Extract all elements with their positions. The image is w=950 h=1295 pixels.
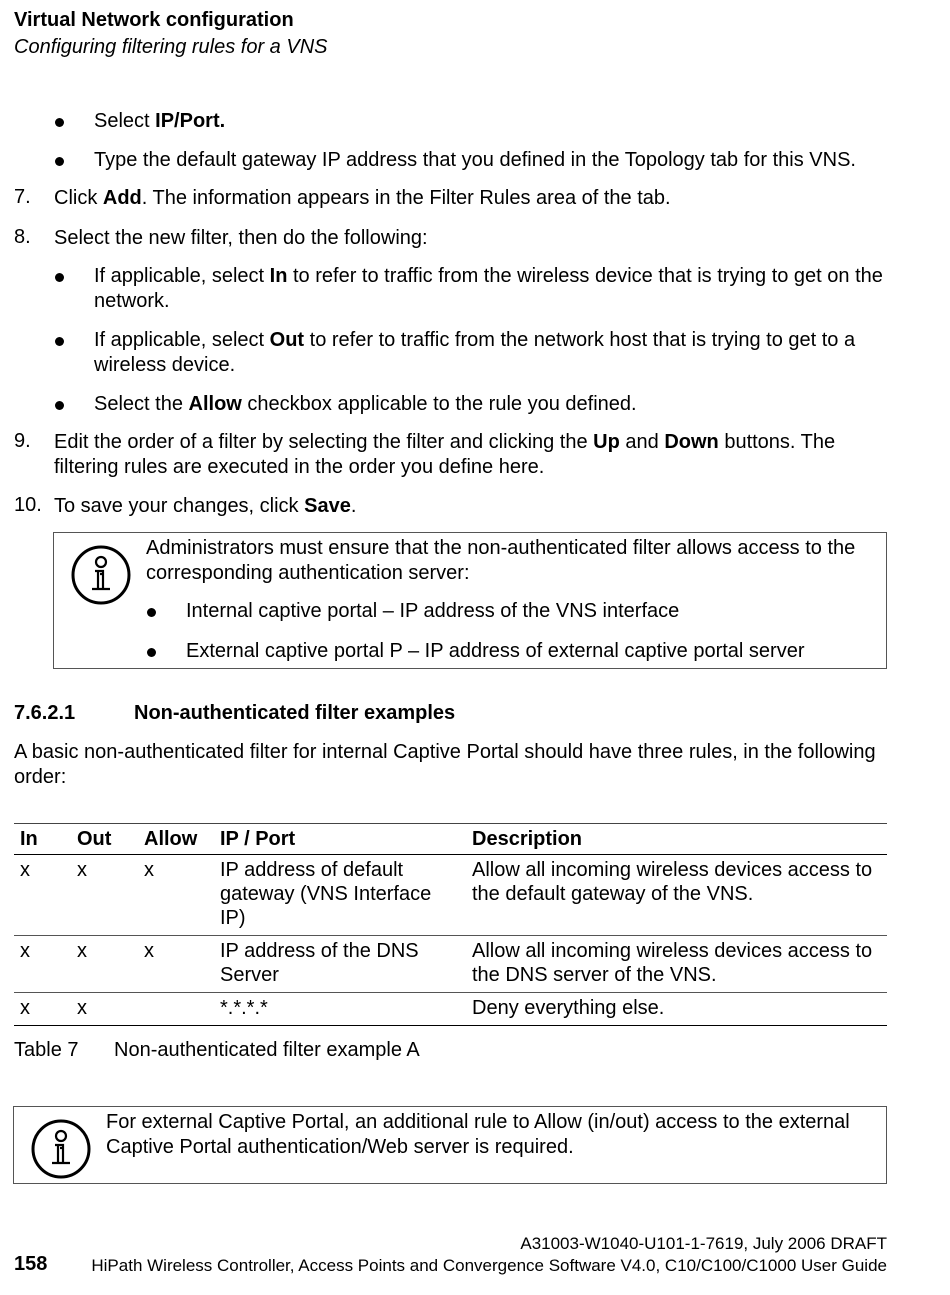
text-span: Click [54, 187, 103, 209]
bold-span: Down [664, 431, 719, 453]
info-note-icon [70, 544, 132, 606]
page-header-subtitle: Configuring filtering rules for a VNS [14, 36, 328, 58]
cell-ip-port: *.*.*.* [220, 997, 268, 1019]
bullet-select-out [94, 328, 894, 378]
bullet-icon [55, 273, 64, 282]
page-number: 158 [14, 1253, 48, 1275]
table-caption-number: Table 7 [14, 1039, 79, 1061]
cell-in: x [20, 940, 30, 962]
bold-span: In [269, 265, 288, 287]
filter-rules-table [14, 823, 887, 1026]
text-span: Edit the order of a filter by selecting the filter and clicking the [54, 431, 594, 453]
header-allow: Allow [144, 828, 198, 850]
bullet-icon [147, 608, 156, 617]
bold-span: Up [593, 431, 620, 453]
bullet-icon [55, 157, 64, 166]
bullet-select-allow [94, 392, 637, 417]
cell-allow: x [144, 859, 154, 881]
note-1-item-external: External captive portal P – IP address of external captive portal server [186, 640, 805, 662]
cell-allow: x [144, 940, 154, 962]
step-number-9: 9. [14, 430, 31, 452]
table-header-row [14, 824, 887, 855]
cell-description: Deny everything else. [472, 997, 665, 1019]
step-number-7: 7. [14, 186, 31, 208]
footer-guide-title: HiPath Wireless Controller, Access Points and Convergence Software V4.0, C10/C100/C1000 User Guide [91, 1256, 887, 1275]
step-number-10: 10. [14, 494, 42, 516]
text-span: If applicable, select [94, 329, 270, 351]
text-span: to refer to traffic from the wireless device that is trying to get on the network. [94, 265, 883, 312]
step-9-text [54, 430, 894, 480]
cell-out: x [77, 859, 87, 881]
text-span: checkbox applicable to the rule you defined. [241, 393, 637, 415]
cell-ip-port: IP address of default gateway (VNS Interface IP) [220, 859, 432, 929]
section-title: Non-authenticated filter examples [134, 702, 456, 724]
text-span: . [350, 495, 357, 517]
table-row [14, 936, 887, 993]
text-span: . The information appears in the Filter Rules area of the tab. [141, 187, 671, 209]
table-row [14, 993, 887, 1026]
table-row [14, 855, 887, 936]
header-out: Out [77, 828, 112, 850]
note-2-text: For external Captive Portal, an additional rule to Allow (in/out) access to the external Captive Portal authentication/Web server is required. [106, 1111, 850, 1158]
cell-in: x [20, 997, 30, 1019]
text-span: To save your changes, click [54, 495, 305, 517]
cell-description: Allow all incoming wireless devices access to the DNS server of the VNS. [472, 940, 873, 986]
page-header-title: Virtual Network configuration [14, 9, 294, 31]
bold-span: Out [269, 329, 305, 351]
cell-out: x [77, 940, 87, 962]
bold-span: Save [304, 495, 351, 517]
section-number: 7.6.2.1 [14, 702, 76, 724]
text-span: to refer to traffic from the network host that is trying to get to a wireless device. [94, 329, 856, 376]
step-10-text [54, 494, 356, 519]
cell-description: Allow all incoming wireless devices access to the default gateway of the VNS. [472, 859, 873, 905]
text-span: buttons. The filtering rules are executed in the order you define here. [54, 431, 836, 478]
cell-out: x [77, 997, 87, 1019]
info-note-icon [30, 1118, 92, 1180]
cell-ip-port: IP address of the DNS Server [220, 940, 419, 986]
bullet-icon [147, 648, 156, 657]
cell-in: x [20, 859, 30, 881]
step-7-text [54, 186, 671, 211]
cell-allow [138, 993, 214, 1026]
bullet-select-ipport [94, 109, 225, 134]
note-1-text: Administrators must ensure that the non-authenticated filter allows access to the corresponding authentication server: [146, 537, 856, 584]
text-span: Select [94, 110, 156, 132]
text-span: If applicable, select [94, 265, 270, 287]
step-8-text: Select the new filter, then do the following: [54, 227, 428, 249]
header-in: In [20, 828, 38, 850]
bullet-icon [55, 118, 64, 127]
footer-doc-id: A31003-W1040-U101-1-7619, July 2006 DRAFT [520, 1234, 887, 1253]
section-intro: A basic non-authenticated filter for internal Captive Portal should have three rules, in the following order: [14, 741, 876, 788]
step-number-8: 8. [14, 226, 31, 248]
note-1-item-internal: Internal captive portal – IP address of the VNS interface [186, 600, 680, 622]
text-span: Select the [94, 393, 189, 415]
bullet-icon [55, 401, 64, 410]
header-ip-port: IP / Port [220, 828, 296, 850]
bullet-type-gateway: Type the default gateway IP address that you defined in the Topology tab for this VNS. [94, 149, 856, 171]
bullet-icon [55, 337, 64, 346]
text-span: and [619, 431, 665, 453]
bold-span: IP/Port. [155, 110, 226, 132]
bold-span: Add [102, 187, 142, 209]
header-description: Description [472, 828, 583, 850]
bullet-select-in [94, 264, 894, 314]
bold-span: Allow [188, 393, 242, 415]
table-caption-text: Non-authenticated filter example A [114, 1039, 420, 1061]
